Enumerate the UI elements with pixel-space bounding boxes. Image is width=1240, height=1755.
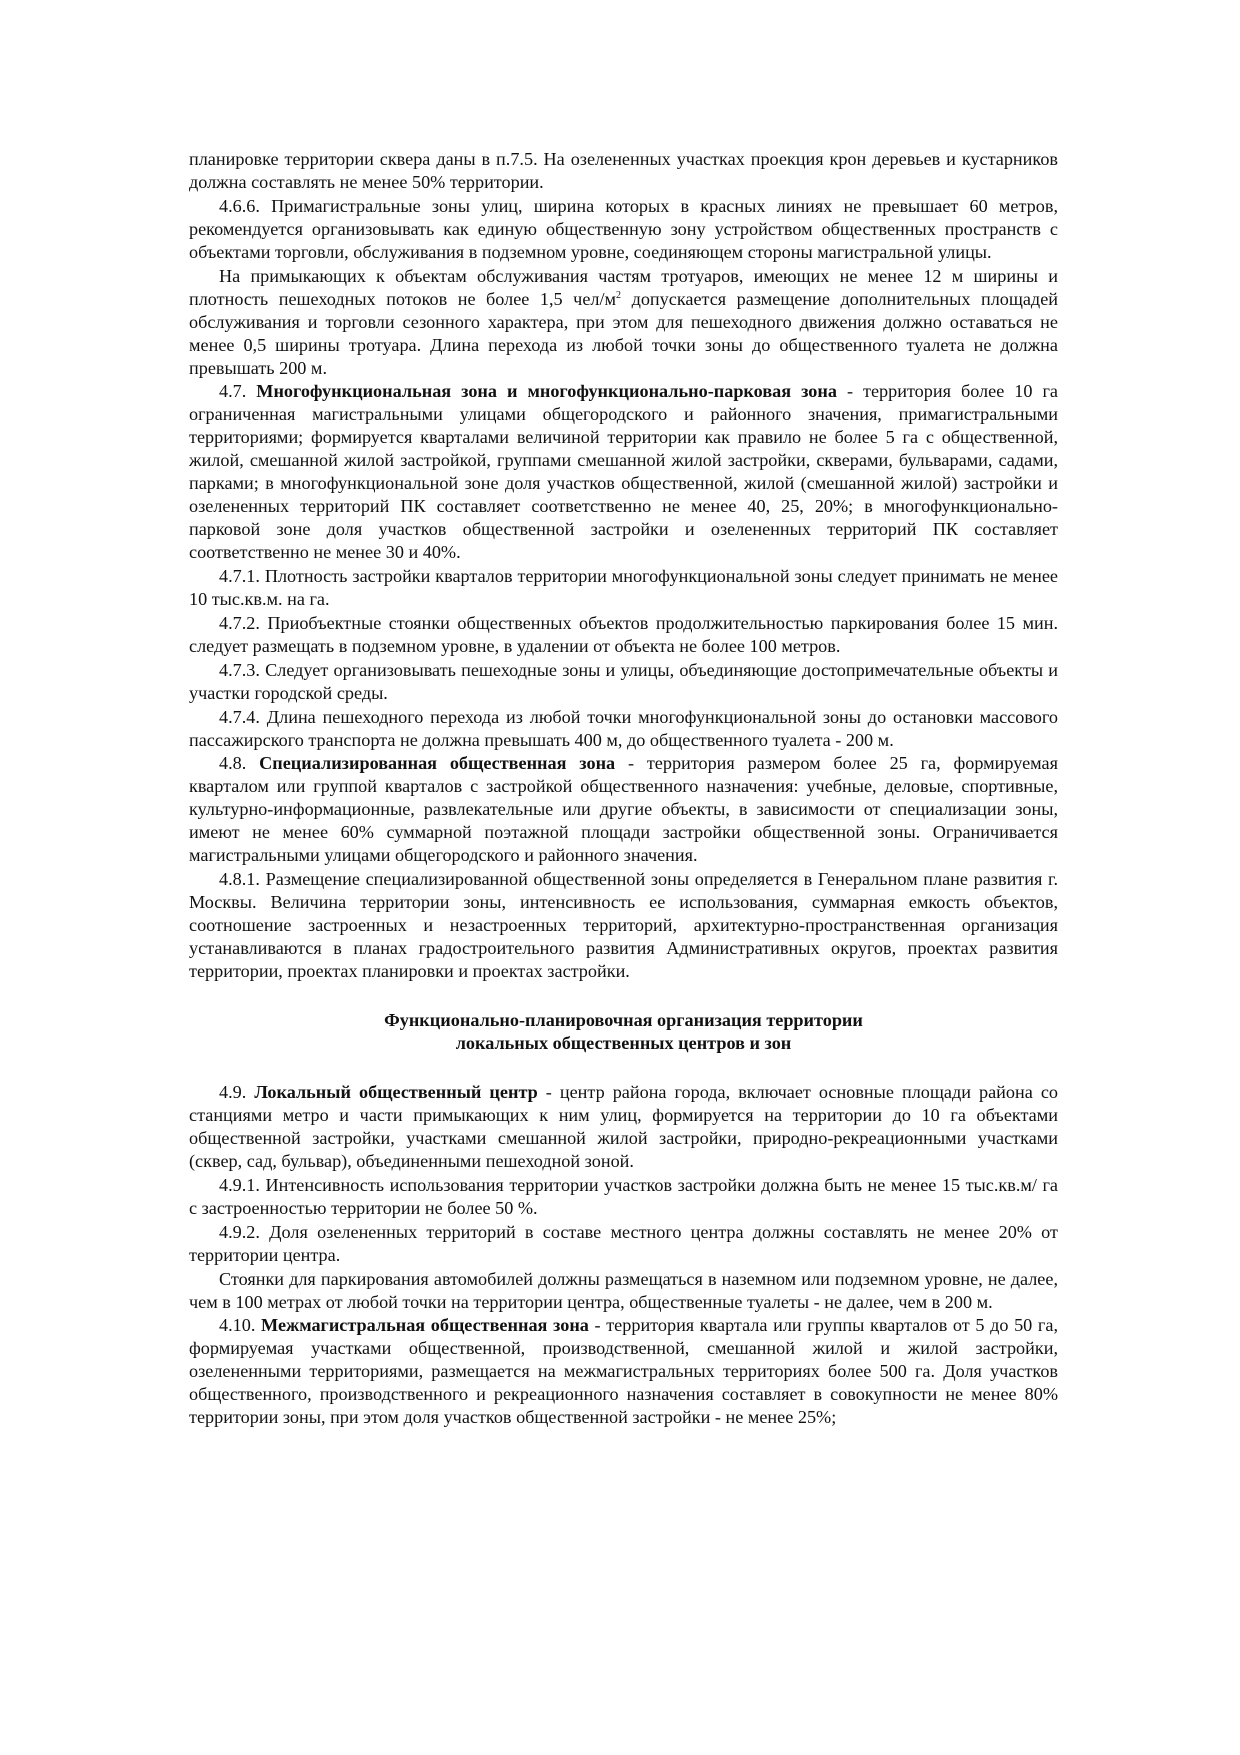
paragraph-4-7: [189, 380, 1058, 564]
paragraph-text: 4.7.4. Длина пешеходного перехода из любой точки многофункциональной зоны до остановки массового пассажирского транспорта не должна превышать 400 м, до общественного туалета - 200 м.: [189, 706, 1058, 750]
bold-term: Межмагистральная общественная зона: [261, 1315, 589, 1336]
paragraph-text: 4.8.: [219, 753, 260, 774]
paragraph-text: - территория размером более 25 га, формируемая кварталом или группой кварталов с застройкой общественного назначения: учебные, деловые, спортивные, культурно-информационные, развлекательные или другие объекты, в зависимости от специализации зоны, имеют не менее 60% суммарной поэтажной площади застройки общественной зоны. Ограничивается магистральными улицами общегородского и районного значения.: [189, 753, 1058, 866]
paragraph-text: планировке территории сквера даны в п.7.5. На озелененных участках проекция крон деревьев и кустарников должна составлять не менее 50% территории.: [189, 149, 1058, 192]
paragraph-4-9: [189, 1081, 1058, 1173]
paragraph-text: 4.9.: [219, 1082, 255, 1103]
paragraph-cont: [189, 148, 1058, 194]
paragraph-text: 4.7.1. Плотность застройки кварталов территории многофункциональной зоны следует принимать не менее 10 тыс.кв.м. на га.: [189, 566, 1058, 610]
section-heading: [189, 1009, 1058, 1055]
paragraph-4-9-1: [189, 1174, 1058, 1220]
paragraph-4-7-4: [189, 706, 1058, 752]
bold-term: Локальный общественный центр: [254, 1082, 538, 1103]
text-section-bottom: [189, 1081, 1058, 1429]
paragraph-4-8-1: [189, 868, 1058, 983]
document-page: [189, 148, 1058, 1430]
paragraph-text: Стоянки для паркирования автомобилей должны размещаться в наземном или подземном уровне, не далее, чем в 100 метрах от любой точки на территории центра, общественные туалеты - не далее, чем в 200 м.: [189, 1268, 1058, 1312]
paragraph-4-7-2: [189, 612, 1058, 658]
paragraph-text: - территория более 10 га ограниченная магистральными улицами общегородского и районного значения, примагистральными территориями; формируется кварталами величиной территории как правило не более 5 га с общественной, жилой, смешанной жилой застройкой, группами смешанной жилой застройки, скверами, бульварами, садами, парками; в многофункциональной зоне доля участков общественной, жилой (смешанной жилой) застройки и озелененных территорий ПК составляет соответственно не менее 40, 25, 20%; в многофункционально-парковой зоне доля участков общественной застройки и озелененных территорий ПК составляет соответственно не менее 30 и 40%.: [189, 381, 1058, 563]
paragraph-4-6-6: [189, 195, 1058, 264]
section-heading-line-1: Функционально-планировочная организация территории: [384, 1010, 863, 1031]
paragraph-4-7-3: [189, 659, 1058, 705]
paragraph-sidewalks: [189, 265, 1058, 380]
bold-term: Многофункциональная зона и многофункционально-парковая зона: [256, 381, 837, 402]
paragraph-text: На примыкающих к объектам обслуживания частям тротуаров, имеющих не менее 12 м ширины и плотность пешеходных потоков не более 1,5 чел/м: [189, 265, 1058, 309]
text-section-top: [189, 148, 1058, 983]
paragraph-text: 4.7.3. Следует организовывать пешеходные зоны и улицы, объединяющие достопримечательные объекты и участки городской среды.: [189, 659, 1058, 703]
bold-term: Специализированная общественная зона: [259, 753, 616, 774]
paragraph-text: 4.7.: [219, 381, 257, 402]
paragraph-text: - территория квартала или группы кварталов от 5 до 50 га, формируемая участками общественной, производственной, смешанной жилой и жилой застройки, озелененными территориями, размещается на межмагистральных территориях более 500 га. Доля участков общественного, производственного и рекреационного назначения составляет в совокупности не менее 80% территории зоны, при этом доля участков общественной застройки - не менее 25%;: [189, 1315, 1058, 1428]
paragraph-4-8: [189, 752, 1058, 867]
paragraph-text: 4.6.6. Примагистральные зоны улиц, ширина которых в красных линиях не превышает 60 метров, рекомендуется организовывать как единую общественную зону устройством общественных пространств с объектами торговли, обслуживания в подземном уровне, соединяющем стороны магистральной улицы.: [189, 195, 1058, 262]
paragraph-text: 4.8.1. Размещение специализированной общественной зоны определяется в Генеральном плане развития г. Москвы. Величина территории зоны, интенсивность ее использования, суммарная емкость объектов, соотношение застроенных и незастроенных территорий, архитектурно-пространственная организация устанавливаются в планах градостроительного развития Административных округов, проектах развития территории, проектах планировки и проектах застройки.: [189, 869, 1058, 982]
paragraph-text: 4.9.1. Интенсивность использования территории участков застройки должна быть не менее 15 тыс.кв.м/ га с застроенностью территории не более 50 %.: [189, 1174, 1058, 1218]
paragraph-4-7-1: [189, 565, 1058, 611]
paragraph-4-9-2: [189, 1221, 1058, 1267]
paragraph-text: 4.7.2. Приобъектные стоянки общественных объектов продолжительностью паркирования более 15 мин. следует размещать в подземном уровне, в удалении от объекта не более 100 метров.: [189, 612, 1058, 656]
paragraph-text: 4.10.: [219, 1315, 262, 1336]
superscript: 2: [616, 289, 622, 301]
section-heading-line-2: локальных общественных центров и зон: [455, 1033, 792, 1054]
paragraph-text: - центр района города, включает основные площади района со станциями метро и части примыкающих к ним улиц, формируется на территории до 10 га объектами общественной застройки, участками смешанной жилой застройки, природно-рекреационными участками (сквер, сад, бульвар), объединенными пешеходной зоной.: [189, 1082, 1059, 1172]
paragraph-parking: [189, 1268, 1058, 1314]
paragraph-text: допускается размещение дополнительных площадей обслуживания и торговли сезонного характера, при этом для пешеходного движения должно оставаться не менее 0,5 ширины тротуара. Длина перехода из любой точки зоны до общественного туалета не должна превышать 200 м.: [189, 288, 1058, 378]
paragraph-text: 4.9.2. Доля озелененных территорий в составе местного центра должны составлять не менее 20% от территории центра.: [189, 1221, 1058, 1265]
paragraph-4-10: [189, 1314, 1058, 1429]
